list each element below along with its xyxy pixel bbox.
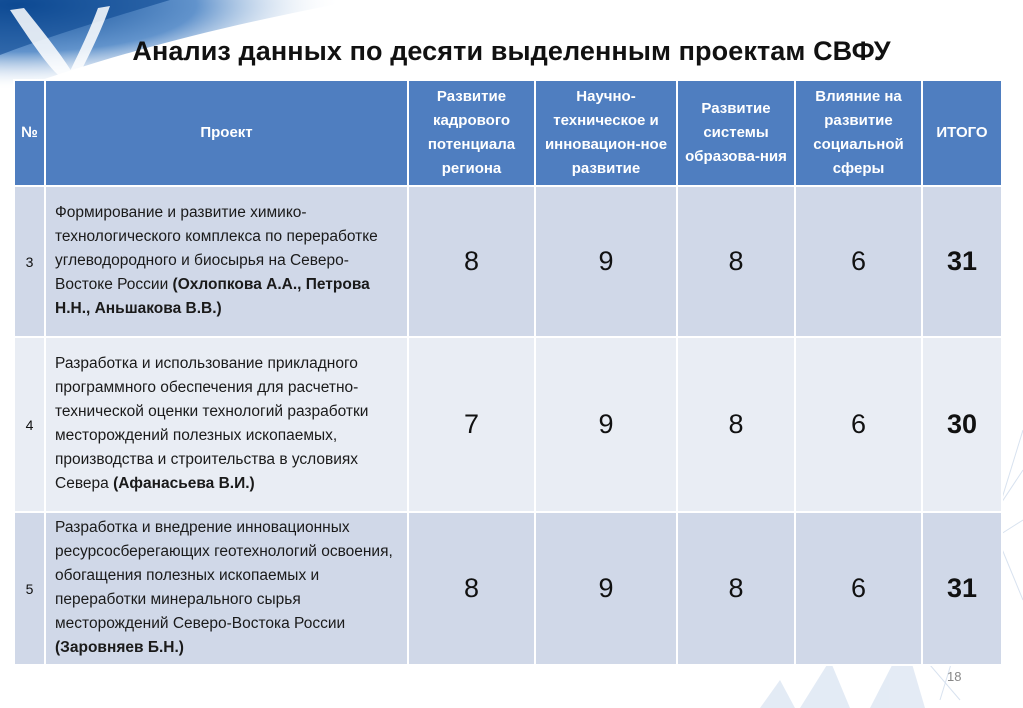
table-row [14,337,1002,512]
score-education-system: 8 [677,186,795,337]
score-total: 30 [922,337,1002,512]
header-education-system: Развитие системы образова-ния [677,80,795,186]
row-number: 3 [14,186,45,337]
row-number: 4 [14,337,45,512]
score-education-system: 8 [677,512,795,665]
row-number: 5 [14,512,45,665]
table-row [14,186,1002,337]
project-authors: (Охлопкова А.А., Петрова Н.Н., Аньшакова В.В.) [55,276,370,317]
header-total: ИТОГО [922,80,1002,186]
header-project: Проект [45,80,408,186]
score-social-impact: 6 [795,512,922,665]
score-social-impact: 6 [795,337,922,512]
score-total: 31 [922,186,1002,337]
table-row [14,512,1002,665]
score-staff-development: 7 [408,337,535,512]
score-science-innovation: 9 [535,337,677,512]
score-science-innovation: 9 [535,186,677,337]
score-science-innovation: 9 [535,512,677,665]
slide-title: Анализ данных по десяти выделенным проектам СВФУ [132,36,891,66]
projects-table [13,79,1003,666]
score-education-system: 8 [677,337,795,512]
header-staff-development: Развитие кадрового потенциала региона [408,80,535,186]
header-number: № [14,80,45,186]
project-description [45,512,408,665]
header-science-innovation: Научно-техническое и инновацион-ное развитие [535,80,677,186]
header-social-impact: Влияние на развитие социальной сферы [795,80,922,186]
project-authors: (Афанасьева В.И.) [113,475,255,492]
page-number: 18 [947,669,962,684]
project-description [45,186,408,337]
project-title: Формирование и развитие химико-технологического комплекса по переработке углеводородного и биосырья на Северо-Востоке России [55,204,378,293]
project-description [45,337,408,512]
score-staff-development: 8 [408,186,535,337]
score-staff-development: 8 [408,512,535,665]
project-title: Разработка и использование прикладного программного обеспечения для расчетно-технической оценки технологий разработки месторождений полезных ископаемых, производства и строительства в условиях Севера [55,355,369,492]
project-title: Разработка и внедрение инновационных ресурсосберегающих геотехнологий освоения, обогащения полезных ископаемых и переработки минерального сырья месторождений Северо-Востока России [55,519,393,632]
project-authors: (Заровняев Б.Н.) [55,639,184,656]
score-total: 31 [922,512,1002,665]
table-header-row [14,80,1002,186]
score-social-impact: 6 [795,186,922,337]
